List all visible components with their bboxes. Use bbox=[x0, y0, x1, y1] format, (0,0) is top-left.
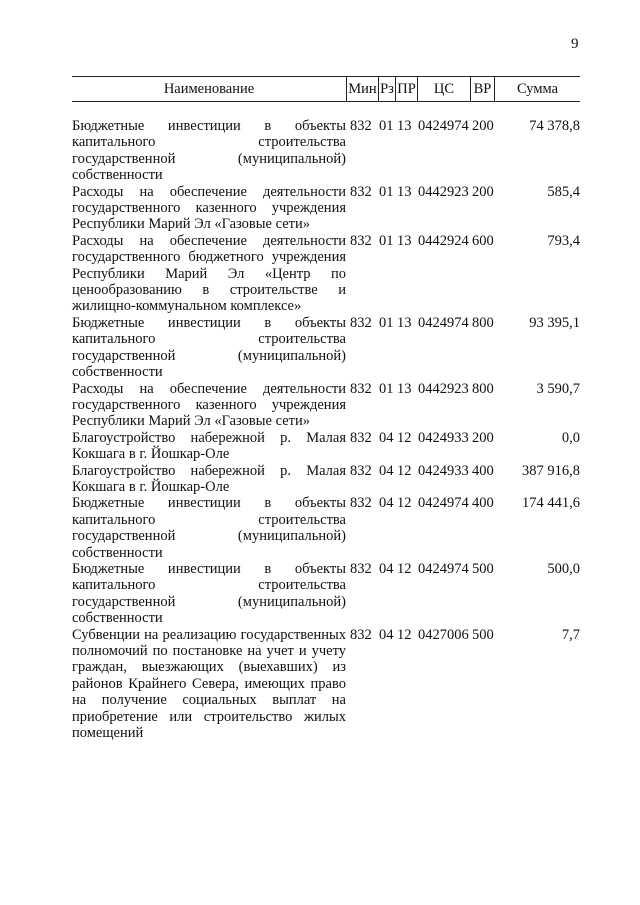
row-pr: 12 bbox=[397, 495, 412, 512]
row-vr: 500 bbox=[472, 560, 494, 577]
row-sum: 500,0 bbox=[547, 560, 580, 577]
row-name: Расходы на обеспечение деятельности государственного бюджетного учреждения Республики Марий Эл «Центр по ценообразованию в строительстве и жилищно-коммунальном комплексе» bbox=[72, 232, 346, 315]
row-rz: 01 bbox=[379, 380, 394, 397]
table-body bbox=[72, 118, 580, 741]
row-vr: 400 bbox=[472, 495, 494, 512]
row-sum: 793,4 bbox=[547, 232, 580, 249]
row-cs: 0424933 bbox=[418, 462, 469, 479]
row-vr: 200 bbox=[472, 183, 494, 200]
column-header-vr: ВР bbox=[470, 77, 494, 101]
row-cs: 0424974 bbox=[418, 118, 469, 134]
row-min: 832 bbox=[350, 380, 372, 397]
row-min: 832 bbox=[350, 429, 372, 446]
row-rz: 04 bbox=[379, 462, 394, 479]
row-sum: 93 395,1 bbox=[529, 314, 580, 331]
row-vr: 600 bbox=[472, 232, 494, 249]
row-name: Расходы на обеспечение деятельности государственного казенного учреждения Республики Марий Эл «Газовые сети» bbox=[72, 183, 346, 233]
row-cs: 0424974 bbox=[418, 560, 469, 577]
row-min: 832 bbox=[350, 560, 372, 577]
row-vr: 800 bbox=[472, 314, 494, 331]
row-sum: 174 441,6 bbox=[522, 495, 580, 512]
row-min: 832 bbox=[350, 314, 372, 331]
table-row bbox=[72, 627, 580, 742]
row-pr: 13 bbox=[397, 380, 412, 397]
row-cs: 0427006 bbox=[418, 626, 469, 643]
row-sum: 3 590,7 bbox=[536, 380, 580, 397]
row-cs: 0442923 bbox=[418, 380, 469, 397]
row-vr: 800 bbox=[472, 380, 494, 397]
table-row bbox=[72, 561, 580, 627]
row-name: Бюджетные инвестиции в объекты капитального строительства государственной (муниципальной) собственности bbox=[72, 118, 346, 184]
row-sum: 387 916,8 bbox=[522, 462, 580, 479]
column-header-pr: ПР bbox=[395, 77, 417, 101]
column-header-min: Мин bbox=[346, 77, 378, 101]
row-vr: 500 bbox=[472, 626, 494, 643]
row-rz: 01 bbox=[379, 118, 394, 134]
row-name: Бюджетные инвестиции в объекты капитального строительства государственной (муниципальной) собственности bbox=[72, 560, 346, 627]
row-sum: 74 378,8 bbox=[529, 118, 580, 134]
row-sum: 0,0 bbox=[561, 429, 580, 446]
row-cs: 0424974 bbox=[418, 495, 469, 512]
row-name: Благоустройство набережной р. Малая Кокшага в г. Йошкар-Оле bbox=[72, 429, 346, 463]
row-pr: 13 bbox=[397, 118, 412, 134]
column-header-cs: ЦС bbox=[417, 77, 470, 101]
table-row bbox=[72, 233, 580, 315]
row-cs: 0424933 bbox=[418, 429, 469, 446]
row-rz: 04 bbox=[379, 560, 394, 577]
row-pr: 12 bbox=[397, 560, 412, 577]
row-min: 832 bbox=[350, 626, 372, 643]
table-row bbox=[72, 495, 580, 561]
row-rz: 04 bbox=[379, 626, 394, 643]
table-row bbox=[72, 118, 580, 184]
row-sum: 7,7 bbox=[561, 626, 580, 643]
page-number: 9 bbox=[571, 36, 579, 52]
row-name: Субвенции на реализацию государственных полномочий по постановке на учет и учету граждан, выезжающих (выехавших) из районов Крайнего Севера, имеющих право на получение социальных выплат на приобретение или строительство жилых помещений bbox=[72, 626, 346, 742]
table-row bbox=[72, 463, 580, 496]
table-header bbox=[72, 76, 580, 102]
row-pr: 12 bbox=[397, 626, 412, 643]
row-cs: 0424974 bbox=[418, 314, 469, 331]
row-name: Расходы на обеспечение деятельности государственного казенного учреждения Республики Марий Эл «Газовые сети» bbox=[72, 380, 346, 430]
row-sum: 585,4 bbox=[547, 183, 580, 200]
row-rz: 04 bbox=[379, 429, 394, 446]
table-row bbox=[72, 381, 580, 430]
row-rz: 04 bbox=[379, 495, 394, 512]
row-name: Бюджетные инвестиции в объекты капитального строительства государственной (муниципальной) собственности bbox=[72, 495, 346, 561]
row-rz: 01 bbox=[379, 232, 394, 249]
table-row bbox=[72, 430, 580, 463]
row-pr: 13 bbox=[397, 183, 412, 200]
row-pr: 13 bbox=[397, 232, 412, 249]
row-pr: 12 bbox=[397, 429, 412, 446]
column-header-sum: Сумма bbox=[494, 77, 580, 101]
row-rz: 01 bbox=[379, 314, 394, 331]
column-header-rz: Рз bbox=[378, 77, 395, 101]
row-min: 832 bbox=[350, 462, 372, 479]
row-rz: 01 bbox=[379, 183, 394, 200]
row-min: 832 bbox=[350, 183, 372, 200]
table-row bbox=[72, 184, 580, 233]
row-vr: 200 bbox=[472, 118, 494, 134]
row-pr: 13 bbox=[397, 314, 412, 331]
row-min: 832 bbox=[350, 495, 372, 512]
row-cs: 0442924 bbox=[418, 232, 469, 249]
row-cs: 0442923 bbox=[418, 183, 469, 200]
row-vr: 400 bbox=[472, 462, 494, 479]
row-pr: 12 bbox=[397, 462, 412, 479]
row-name: Благоустройство набережной р. Малая Кокшага в г. Йошкар-Оле bbox=[72, 462, 346, 495]
table-row bbox=[72, 315, 580, 381]
row-vr: 200 bbox=[472, 429, 494, 446]
row-name: Бюджетные инвестиции в объекты капитального строительства государственной (муниципальной) собственности bbox=[72, 314, 346, 381]
column-header-name: Наименование bbox=[163, 81, 255, 97]
row-min: 832 bbox=[350, 232, 372, 249]
row-min: 832 bbox=[350, 118, 372, 134]
